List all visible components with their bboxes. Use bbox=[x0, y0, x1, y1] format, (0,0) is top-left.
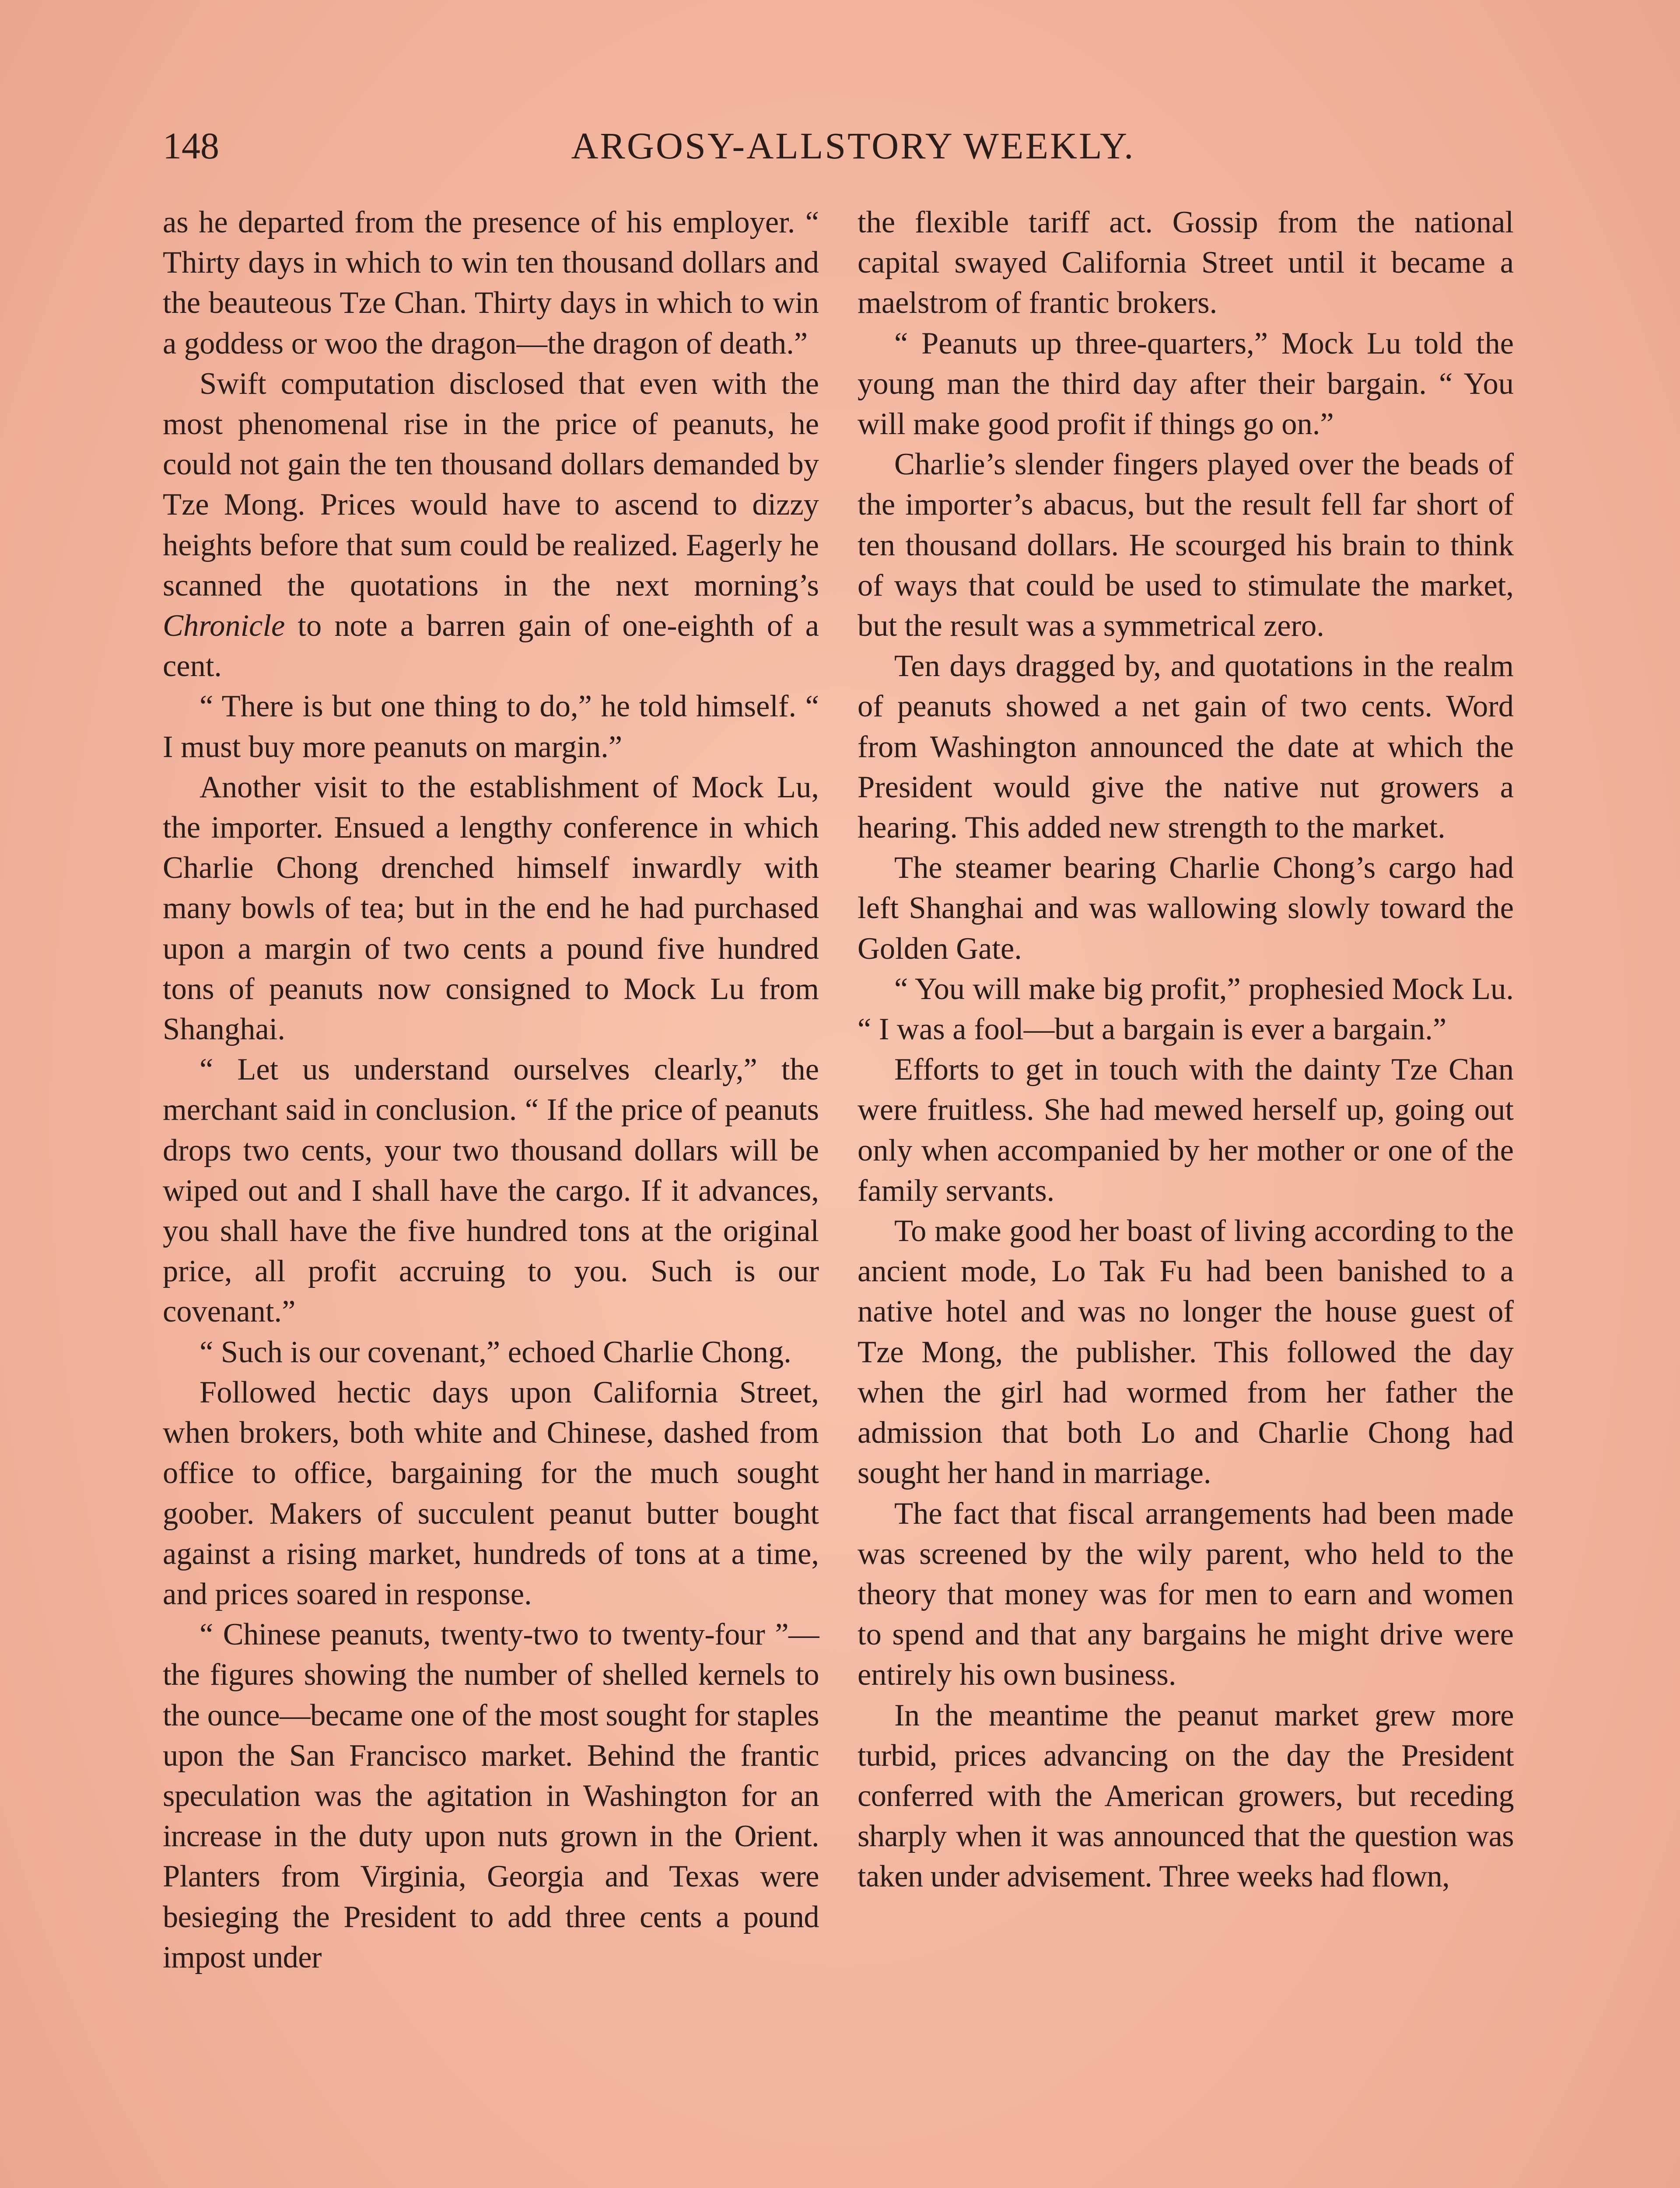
paragraph-with-chronicle bbox=[163, 364, 819, 687]
paragraph: “ You will make big profit,” prophesied Mock Lu. “ I was a fool—but a bargain is ever a bargain.” bbox=[858, 971, 1514, 1047]
paragraph: To make good her boast of living according to the ancient mode, Lo Tak Fu had been banished to a native hotel and was no longer the house guest of Tze Mong, the publisher. This followed the day when the girl had wormed from her father the admission that both Lo and Charlie Chong had sought her hand in marriage. bbox=[858, 1214, 1514, 1490]
paragraph: The steamer bearing Charlie Chong’s cargo had left Shanghai and was wallowing slowly toward the Golden Gate. bbox=[858, 851, 1514, 966]
paragraph: In the meantime the peanut market grew more turbid, prices advancing on the day the President conferred with the American growers, but receding sharply when it was announced that the question was taken under advisement. Three weeks had flown, bbox=[858, 1698, 1514, 1894]
paragraph: The fact that fiscal arrangements had been made was screened by the wily parent, who held to the theory that money was for men to earn and women to spend and that any bargains he might drive were entirely his own business. bbox=[858, 1496, 1514, 1692]
paragraph: “ There is but one thing to do,” he told himself. “ I must buy more peanuts on margin.” bbox=[163, 689, 819, 764]
paragraph: “ Let us understand ourselves clearly,” the merchant said in conclusion. “ If the price of peanuts drops two cents, your two thousand dollars will be wiped out and I shall have the cargo. If it advances, you shall have the five hundred tons at the original price, all profit accruing to you. Such is our covenant.” bbox=[163, 1052, 819, 1329]
left-column bbox=[163, 202, 819, 1978]
paragraph: as he departed from the presence of his employer. “ Thirty days in which to win ten thousand dollars and the beauteous Tze Chan. Thirty days in which to win a goddess or woo the dragon—the dragon of death.” bbox=[163, 205, 819, 361]
paragraph-text: Swift computation disclosed that even with the most phenomenal rise in the price of peanuts, he could not gain the ten thousand dollars demanded by Tze Mong. Prices would have to ascend to dizzy heights before that sum could be realized. Eagerly he scanned the quotations in the next morning’s bbox=[163, 366, 819, 603]
paragraph: Charlie’s slender fingers played over the beads of the importer’s abacus, but the result fell far short of ten thousand dollars. He scourged his brain to think of ways that could be used to stimulate the market, but the result was a symmetrical zero. bbox=[858, 447, 1514, 643]
right-column bbox=[858, 202, 1514, 1897]
paragraph: Another visit to the establishment of Mock Lu, the importer. Ensued a lengthy conference in which Charlie Chong drenched himself inwardly with many bowls of tea; but in the end he had purchased upon a margin of two cents a pound five hundred tons of peanuts now consigned to Mock Lu from Shanghai. bbox=[163, 770, 819, 1047]
paragraph-tail: to note a barren gain of one-eighth of a cent. bbox=[163, 609, 819, 684]
running-title: ARGOSY-ALLSTORY WEEKLY. bbox=[571, 125, 1135, 167]
paragraph: Efforts to get in touch with the dainty Tze Chan were fruitless. She had mewed herself up, going out only when accompanied by her mother or one of the family servants. bbox=[858, 1052, 1514, 1208]
page-number: 148 bbox=[163, 125, 219, 167]
paragraph: Ten days dragged by, and quotations in the realm of peanuts showed a net gain of two cents. Word from Washington announced the date at which the President would give the native nut growers a hearing. This added new strength to the market. bbox=[858, 649, 1514, 845]
paragraph: the flexible tariff act. Gossip from the national capital swayed California Street until it became a maelstrom of frantic brokers. bbox=[858, 205, 1514, 320]
paragraph: “ Such is our covenant,” echoed Charlie Chong. bbox=[200, 1335, 791, 1369]
paragraph: “ Chinese peanuts, twenty-two to twenty-four ”—the figures showing the number of shelled kernels to the ounce—became one of the most sought for staples upon the San Francisco market. Behind the frantic speculation was the agitation in Washington for an increase in the duty upon nuts grown in the Orient. Planters from Virginia, Georgia and Texas were besieging the President to add three cents a pound impost under bbox=[163, 1617, 819, 1974]
chronicle-title: Chronicle bbox=[163, 609, 285, 643]
paragraph: “ Peanuts up three-quarters,” Mock Lu told the young man the third day after their bargain. “ You will make good profit if things go on.” bbox=[858, 326, 1514, 442]
paragraph: Followed hectic days upon California Street, when brokers, both white and Chinese, dashed from office to office, bargaining for the much sought goober. Makers of succulent peanut butter bought against a rising market, hundreds of tons at a time, and prices soared in response. bbox=[163, 1375, 819, 1611]
